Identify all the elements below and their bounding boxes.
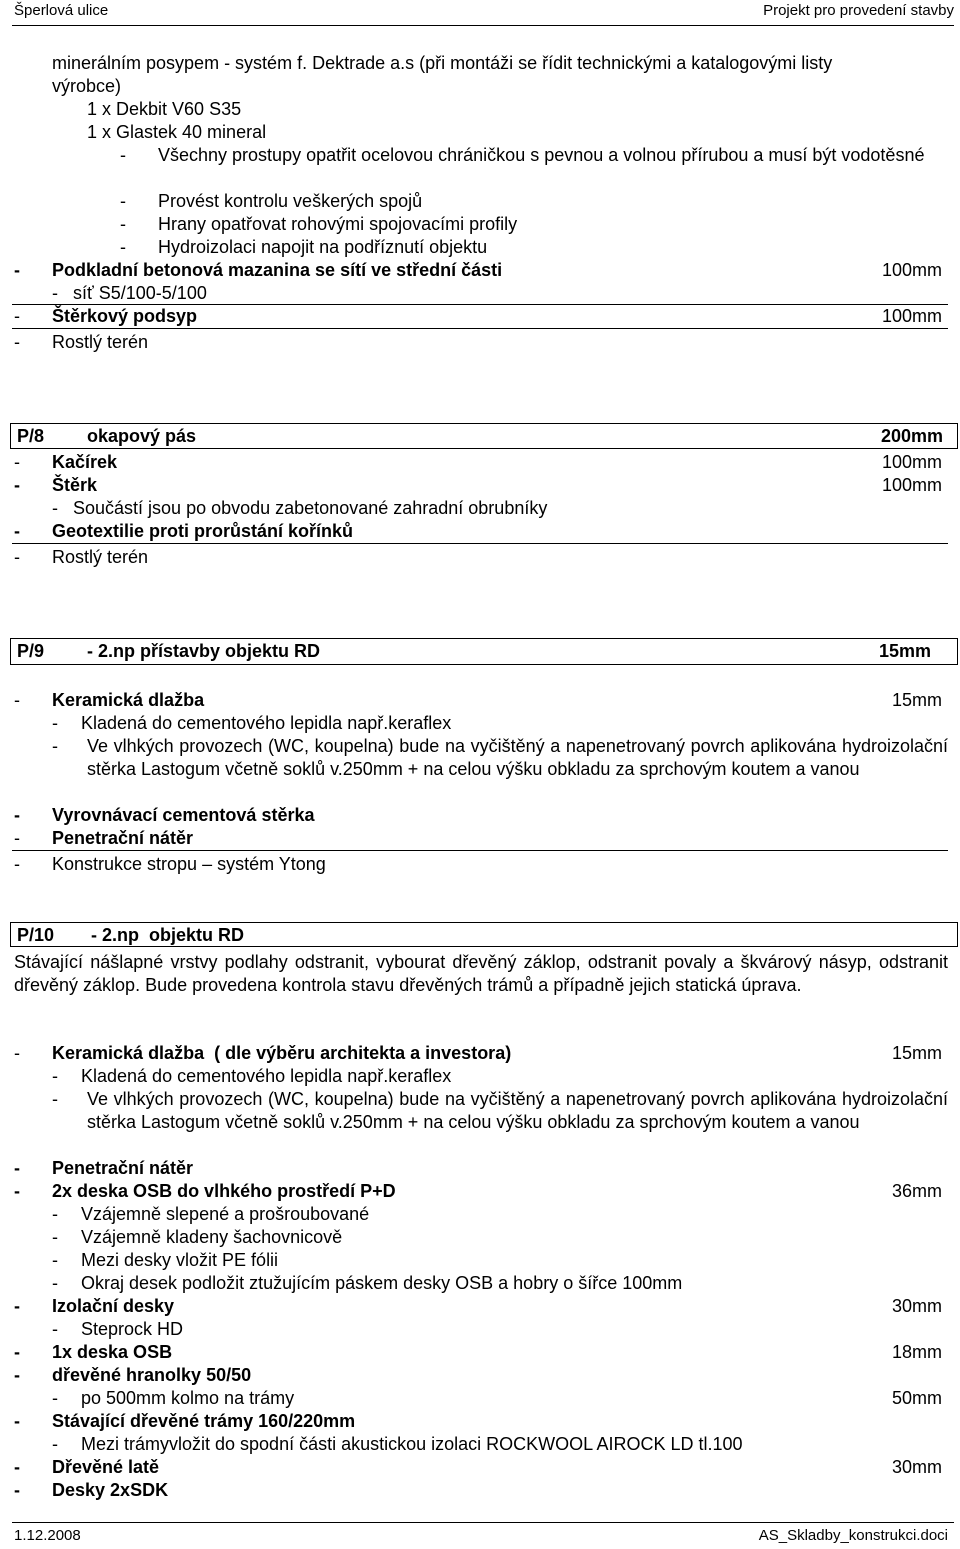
p10-po500-line: - po 500mm kolmo na trámy xyxy=(52,1388,295,1408)
layer-geotex-label: Geotextilie proti prorůstání kořínků xyxy=(52,521,354,541)
layer-p10-dlazba-value: 15mm xyxy=(891,1043,942,1063)
p10-osb-item-1: - Vzájemně slepené a prošroubované xyxy=(52,1204,370,1224)
layer-p10-dlazba-label: Keramická dlažba ( dle výběru architekta a investora) xyxy=(52,1043,512,1063)
sit-label: síť S5/100-5/100 xyxy=(73,283,207,303)
section-p9-value: 15mm xyxy=(878,641,931,661)
bullet-dash: - xyxy=(120,237,126,257)
layer-p8-rostly-label: Rostlý terén xyxy=(52,547,149,567)
separator-rule xyxy=(12,328,948,329)
layer-kacirek-value: 100mm xyxy=(881,452,942,472)
p9-kladena-label: Kladená do cementového lepidla např.keraflex xyxy=(81,713,452,733)
header-left: Šperlová ulice xyxy=(14,2,109,19)
p10-mezi-label: Mezi trámyvložit do spodní části akustickou izolaci ROCKWOOL AIROCK LD tl.100 xyxy=(81,1434,743,1454)
layer-p10-penetracni-label: Penetrační nátěr xyxy=(52,1158,194,1178)
layer-p10-osb1-value: 18mm xyxy=(891,1342,942,1362)
top-line-2: výrobce) xyxy=(52,76,122,96)
layer-p10-izolacni-label: Izolační desky xyxy=(52,1296,175,1316)
top-line-4: 1 x Glastek 40 mineral xyxy=(87,122,267,142)
header-rule xyxy=(12,25,954,26)
top-bullet-4: Hydroizolaci napojit na podříznutí objektu xyxy=(158,237,488,257)
section-p9-code: P/9 xyxy=(17,641,45,661)
p10-steprock-line: - Steprock HD xyxy=(52,1319,184,1339)
section-p8-code: P/8 xyxy=(17,426,45,446)
layer-p10-late-label: Dřevěné latě xyxy=(52,1457,160,1477)
layer-p10-hranolky-label: dřevěné hranolky 50/50 xyxy=(52,1365,252,1385)
p10-osb-item-3-label: Mezi desky vložit PE fólii xyxy=(81,1250,279,1270)
p9-vlhke-text: Ve vlhkých provozech (WC, koupelna) bude na vyčištěný a napenetrovaný povrch aplikována hydroizolační stěrka Lastogum včetně soklů v.250mm + na celou výšku obkladu za sprchovým koutem a vanou xyxy=(87,736,948,779)
p10-osb-item-4: - Okraj desek podložit ztužujícím páskem desky OSB a hobry o šířce 100mm xyxy=(52,1273,683,1293)
layer-p9-vyrovnavaci-label: Vyrovnávací cementová stěrka xyxy=(52,805,315,825)
top-line-3: 1 x Dekbit V60 S35 xyxy=(87,99,242,119)
bullet-dash: - xyxy=(120,191,126,211)
p10-po500-label: po 500mm kolmo na trámy xyxy=(81,1388,295,1408)
section-p10-header xyxy=(10,922,958,947)
section-p9-header xyxy=(10,638,958,665)
section-p8-value: 200mm xyxy=(880,426,943,446)
layer-sterkovy-value: 100mm xyxy=(881,306,942,326)
layer-rostly-label: Rostlý terén xyxy=(52,332,149,352)
section-p8-header xyxy=(10,423,958,449)
layer-sterkovy-label: Štěrkový podsyp xyxy=(52,306,198,326)
bullet-dash: - xyxy=(52,736,58,756)
bullet-dash: - xyxy=(52,1089,58,1109)
layer-podkladni-value: 100mm xyxy=(881,260,942,280)
section-p10-title: - 2.np objektu RD xyxy=(91,925,244,945)
layer-p10-sdk-label: Desky 2xSDK xyxy=(52,1480,169,1500)
layer-p10-osb-label: 2x deska OSB do vlhkého prostředí P+D xyxy=(52,1181,396,1201)
p10-intro: Stávající nášlapné vrstvy podlahy odstranit, vybourat dřevěný záklop, odstranit povaly a škvárový násyp, odstranit dřevěný záklop. Bude provedena kontrola stavu dřevěných trámů a případně jejich statická úprava. xyxy=(14,952,948,995)
layer-p9-dlazba-label: Keramická dlažba xyxy=(52,690,205,710)
soucasti-line: - Součástí jsou po obvodu zabetonované zahradní obrubníky xyxy=(52,498,548,518)
layer-p9-penetracni-label: Penetrační nátěr xyxy=(52,828,194,848)
separator-rule xyxy=(12,850,948,851)
footer-date: 1.12.2008 xyxy=(14,1527,81,1544)
bullet-dash: - xyxy=(120,145,126,165)
p10-osb-item-4-label: Okraj desek podložit ztužujícím páskem desky OSB a hobry o šířce 100mm xyxy=(81,1273,683,1293)
footer-filename: AS_Skladby_konstrukci.doci xyxy=(758,1527,948,1544)
layer-podkladni-label: Podkladní betonová mazanina se sítí ve střední části xyxy=(52,260,503,280)
p10-vlhke-text: Ve vlhkých provozech (WC, koupelna) bude na vyčištěný a napenetrovaný povrch aplikována hydroizolační stěrka Lastogum včetně soklů v.250mm + na celou výšku obkladu za sprchovým koutem a vanou xyxy=(87,1089,948,1132)
layer-p10-osb-value: 36mm xyxy=(891,1181,942,1201)
separator-rule xyxy=(12,543,948,544)
p10-kladena-line: - Kladená do cementového lepidla např.keraflex xyxy=(52,1066,452,1086)
layer-sterk-label: Štěrk xyxy=(52,475,98,495)
layer-kacirek-label: Kačírek xyxy=(52,452,118,472)
p10-osb-item-1-label: Vzájemně slepené a prošroubované xyxy=(81,1204,370,1224)
top-bullet-1: Všechny prostupy opatřit ocelovou chráničkou s pevnou a volnou přírubou a musí být vodotěsné xyxy=(158,145,925,165)
top-bullet-3: Hrany opatřovat rohovými spojovacími profily xyxy=(158,214,518,234)
p10-mezi-line: - Mezi trámyvložit do spodní části akustickou izolaci ROCKWOOL AIROCK LD tl.100 xyxy=(52,1434,743,1454)
top-line-1: minerálním posypem - systém f. Dektrade a.s (při montáži se řídit technickými a katalogovými listy xyxy=(52,53,833,73)
p10-po500-value: 50mm xyxy=(891,1388,942,1408)
soucasti-label: Součástí jsou po obvodu zabetonované zahradní obrubníky xyxy=(73,498,548,518)
section-p8-title: okapový pás xyxy=(87,426,197,446)
layer-sterk-value: 100mm xyxy=(881,475,942,495)
bullet-dash: - xyxy=(120,214,126,234)
layer-p10-osb1-label: 1x deska OSB xyxy=(52,1342,173,1362)
section-p10-code: P/10 xyxy=(17,925,55,945)
layer-p10-late-value: 30mm xyxy=(891,1457,942,1477)
layer-p10-tramy-label: Stávající dřevěné trámy 160/220mm xyxy=(52,1411,356,1431)
sit-line: - síť S5/100-5/100 xyxy=(52,283,207,303)
p10-osb-item-2: - Vzájemně kladeny šachovnicově xyxy=(52,1227,343,1247)
footer-rule xyxy=(12,1522,954,1523)
top-bullet-2: Provést kontrolu veškerých spojů xyxy=(158,191,423,211)
p10-steprock-label: Steprock HD xyxy=(81,1319,184,1339)
header-right: Projekt pro provedení stavby xyxy=(763,2,954,19)
layer-p10-izolacni-value: 30mm xyxy=(891,1296,942,1316)
section-p9-title: - 2.np přístavby objektu RD xyxy=(87,641,321,661)
p10-kladena-label: Kladená do cementového lepidla např.keraflex xyxy=(81,1066,452,1086)
layer-p9-dlazba-value: 15mm xyxy=(891,690,942,710)
p9-kladena-line: - Kladená do cementového lepidla např.keraflex xyxy=(52,713,452,733)
p10-osb-item-2-label: Vzájemně kladeny šachovnicově xyxy=(81,1227,343,1247)
p10-osb-item-3: - Mezi desky vložit PE fólii xyxy=(52,1250,279,1270)
layer-p9-konstrukce-label: Konstrukce stropu – systém Ytong xyxy=(52,854,326,874)
